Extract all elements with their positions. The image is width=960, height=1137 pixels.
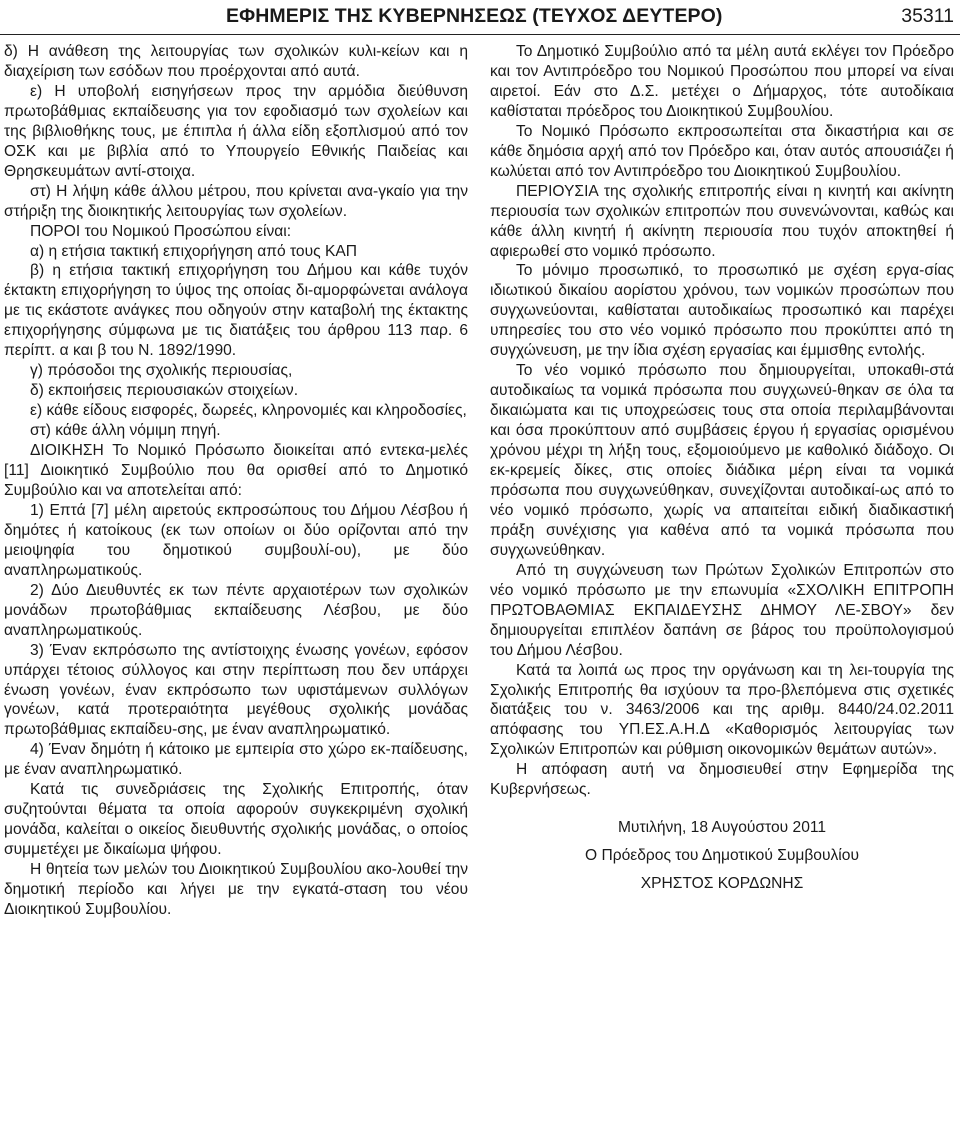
page-number: 35311 [901,5,954,27]
paragraph: ε) κάθε είδους εισφορές, δωρεές, κληρονομιές και κληροδοσίες, [30,402,467,420]
paragraph: Κατά τα λοιπά ως προς την οργάνωση και τη λει-τουργία της Σχολικής Επιτροπής θα ισχύουν τα προ-βλεπόμενα στις σχετικές διατάξεις του ν. 3463/2006 και της αριθμ. 8440/24.02.2011 απόφασης του ΥΠ.ΕΣ.Α.Η.Δ «Καθορισμός λειτουργίας των Σχολικών Επιτροπών και ρύθμιση οικονομικών θεμάτων αυτών». [490,661,954,759]
signature-name: ΧΡΗΣΤΟΣ ΚΟΡΔΩΝΗΣ [640,875,804,893]
paragraph: ΠΟΡΟΙ του Νομικού Προσώπου είναι: [30,222,292,240]
paragraph: 1) Επτά [7] μέλη αιρετούς εκπροσώπους του Δήμου Λέσβου ή δημότες ή κατοίκους (εκ των οποίων οι δύο ορίζονται από την μειοψηφία του δημοτικού συμβουλί-ου), με δύο αναπληρωματικούς. [4,501,468,579]
paragraph: ε) Η υποβολή εισηγήσεων προς την αρμόδια διεύθυνση πρωτοβάθμιας εκπαίδευσης για τον εφοδιασμό των σχολείων και της βιβλιοθήκης τους, με έπιπλα ή άλλα είδη εξοπλισμού από τον ΟΣΚ και με βιβλία από το Υπουργείο Εθνικής Παιδείας και Θρησκευμάτων αντί-στοιχα. [4,82,468,180]
paragraph: Το νέο νομικό πρόσωπο που δημιουργείται, υποκαθι-στά αυτοδικαίως τα νομικά πρόσωπα που συγχωνεύ-θηκαν σε όλα τα δικαιώματα και τις υποχρεώσεις τους στα οποία περιλαμβάνονται και όσα προκύπτουν από συμβάσεις έργου ή εργασίας ορισμένου χρόνου μέχρι τη λήξη τους, εξομοιούμενο με καθολικό διάδοχο. Οι εκ-κρεμείς δίκες, στις οποίες διάδικα μέρη είναι τα νομικά πρόσωπα που συγχωνεύθηκαν, συνεχίζονται αυτοδικαί-ως από το νέο νομικό πρόσωπο, χωρίς να απαιτείται ειδική διαδικαστική πράξη συνέχισης για καθένα από τα νομικά πρόσωπα που συγχωνεύθηκαν. [490,362,954,559]
paragraph: β) η ετήσια τακτική επιχορήγηση του Δήμου και κάθε τυχόν έκτακτη επιχορήγηση το ύψος της οποίας δι-αμορφώνεται ανάλογα με τις εκάστοτε ανάγκες που οδηγούν στην καταβολή της έκτακτης επιχορήγησης σύμφωνα με τις διατάξεις του άρθρου 113 παρ. 6 περίπτ. α και β του Ν. 1892/1990. [4,262,468,360]
paragraph: 2) Δύο Διευθυντές εκ των πέντε αρχαιοτέρων των σχολικών μονάδων πρωτοβάθμιας εκπαίδευσης Λέσβου, με δύο αναπληρωματικούς. [4,581,468,639]
paragraph: ΔΙΟΙΚΗΣΗ Το Νομικό Πρόσωπο διοικείται από εντεκα-μελές [11] Διοικητικό Συμβούλιο που θα ορισθεί από το Δημοτικό Συμβούλιο και να αποτελείται από: [4,442,468,499]
paragraph: δ) εκποιήσεις περιουσιακών στοιχείων. [30,382,299,400]
spacer [490,838,954,846]
gazette-title: ΕΦΗΜΕΡΙΣ ΤΗΣ ΚΥΒΕΡΝΗΣΕΩΣ (ΤΕΥΧΟΣ ΔΕΥΤΕΡΟ) [226,5,723,27]
right-column [490,42,954,894]
signature-role: Ο Πρόεδρος του Δημοτικού Συμβουλίου [585,847,859,865]
paragraph: ΠΕΡΙΟΥΣΙΑ της σχολικής επιτροπής είναι η κινητή και ακίνητη περιουσία των σχολικών επιτροπών που συνενώνονται, καθώς και κάθε άλλη κινητή ή ακίνητη περιουσία που τυχόν αποκτηθεί ή αφιερωθεί στο νομικό πρόσωπο. [490,182,954,260]
spacer [490,800,954,818]
paragraph: στ) κάθε άλλη νόμιμη πηγή. [30,422,221,440]
left-column [4,42,468,920]
paragraph: γ) πρόσοδοι της σχολικής περιουσίας, [30,362,293,380]
paragraph: α) η ετήσια τακτική επιχορήγηση από τους ΚΑΠ [30,242,358,260]
paragraph: 4) Έναν δημότη ή κάτοικο με εμπειρία στο χώρο εκ-παίδευσης, με έναν αναπληρωματικό. [4,741,468,779]
paragraph: Κατά τις συνεδριάσεις της Σχολικής Επιτροπής, όταν συζητούνται θέματα τα οποία αφορούν συγκεκριμένη σχολική μονάδα, καλείται ο οικείος διευθυντής σχολικής μονάδας, ο οποίος συμμετέχει με δικαίωμα ψήφου. [4,781,468,859]
paragraph: Το μόνιμο προσωπικό, το προσωπικό με σχέση εργα-σίας ιδιωτικού δικαίου αορίστου χρόνου, των νομικών προσώπων που συγχωνεύονται, καθίσταται αυτοδικαίως προσωπικό και παρέχει υπηρεσίες του στο νέο νομικό πρόσωπο που προκύπτει από τη συγχώνευση, με την ίδια σχέση εργασίας και έμμισθης εντολής. [490,262,954,360]
signature-place-date: Μυτιλήνη, 18 Αυγούστου 2011 [617,819,827,837]
paragraph: δ) Η ανάθεση της λειτουργίας των σχολικών κυλι-κείων και η διαχείριση των εσόδων που προέρχονται από αυτά. [4,43,468,80]
page-header [0,0,960,35]
paragraph: Το Νομικό Πρόσωπο εκπροσωπείται στα δικαστήρια και σε κάθε δημόσια αρχή από τον Πρόεδρο και, όταν αυτός απουσιάζει ή κωλύεται από τον Αντιπρόεδρο του Διοικητικού Συμβουλίου. [490,122,954,180]
paragraph: 3) Έναν εκπρόσωπο της αντίστοιχης ένωσης γονέων, εφόσον υπάρχει τέτοιος σύλλογος και στην περίπτωση που δεν υπάρχει ένωση γονέων, έναν εκπρόσωπο των υφιστάμενων συλλόγων γονέων, κατά προτεραιότητα μεγέθους σχολικής μονάδας πρωτοβάθμιας εκπαίδευ-σης, με έναν αναπληρωματικό. [4,641,468,739]
paragraph: στ) Η λήψη κάθε άλλου μέτρου, που κρίνεται ανα-γκαίο για την στήριξη της διοικητικής λειτουργίας των σχολείων. [4,182,468,220]
spacer [490,866,954,874]
paragraph: Το Δημοτικό Συμβούλιο από τα μέλη αυτά εκλέγει τον Πρόεδρο και τον Αντιπρόεδρο του Νομικού Προσώπου που μπορεί να είναι αιρετοί. Εάν στο Δ.Σ. μετέχει ο Δήμαρχος, τότε αυτοδίκαια καθίσταται πρόεδρος του Διοικητικού Συμβουλίου. [490,43,954,120]
paragraph: Η θητεία των μελών του Διοικητικού Συμβουλίου ακο-λουθεί την δημοτική περίοδο και λήγει με την εγκατά-σταση του νέου Διοικητικού Συμβουλίου. [4,861,468,918]
paragraph: Η απόφαση αυτή να δημοσιευθεί στην Εφημερίδα της Κυβερνήσεως. [490,761,954,799]
paragraph: Από τη συγχώνευση των Πρώτων Σχολικών Επιτροπών στο νέο νομικό πρόσωπο με την επωνυμία «ΣΧΟΛΙΚΗ ΕΠΙΤΡΟΠΗ ΠΡΩΤΟΒΑΘΜΙΑΣ ΕΚΠΑΙΔΕΥΣΗΣ ΔΗΜΟΥ ΛΕ-ΣΒΟΥ» δεν δημιουργείται επιπλέον δαπάνη σε βάρος του προϋπολογισμού του Δήμου Λέσβου. [490,561,954,659]
